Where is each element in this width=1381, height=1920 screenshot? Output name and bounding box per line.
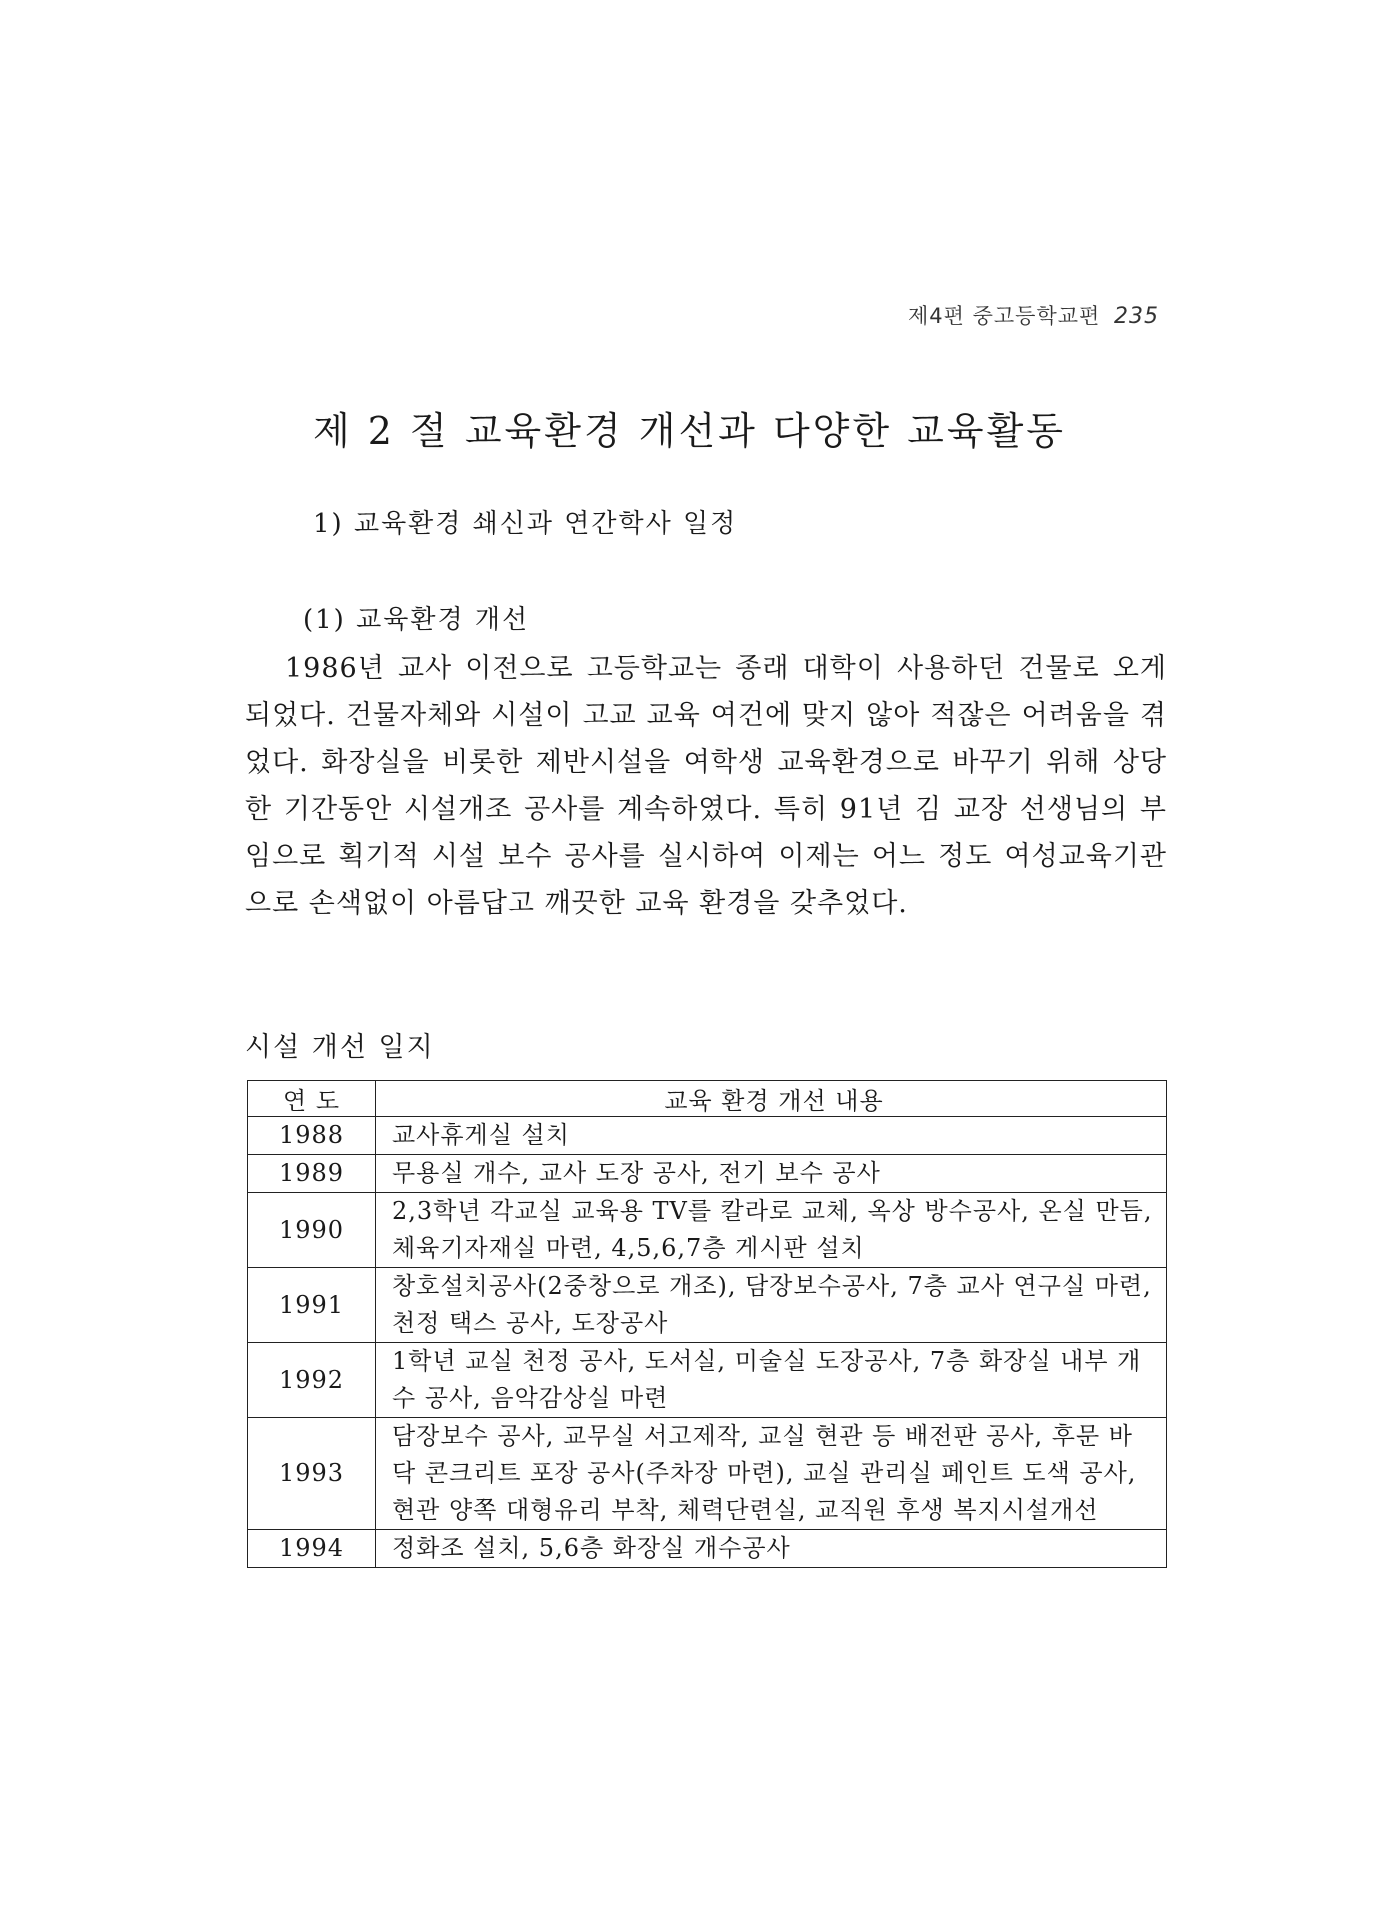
row-content: 담장보수 공사, 교무실 서고제작, 교실 현관 등 배전판 공사, 후문 바닥 콘크리트 포장 공사(주차장 마련), 교실 관리실 페인트 도색 공사, 현관 양쪽 대형유리 부착, 체력단련실, 교직원 후생 복지시설개선 (376, 1418, 1167, 1530)
row-year: 1993 (248, 1418, 376, 1530)
page-header (908, 300, 1159, 330)
row-year: 1991 (248, 1268, 376, 1343)
table-caption: 시설 개선 일지 (245, 1032, 435, 1063)
table-header-row (248, 1081, 1167, 1117)
table-row (248, 1117, 1167, 1155)
table-row (248, 1530, 1167, 1568)
page-number: 235 (1114, 304, 1159, 329)
row-year: 1990 (248, 1193, 376, 1268)
sub-sub-heading: (1) 교육환경 개선 (303, 605, 530, 635)
part-label: 제4편 중고등학교편 (907, 304, 1101, 328)
sub-heading: 1) 교육환경 쇄신과 연간학사 일정 (313, 509, 738, 539)
row-content: 무용실 개수, 교사 도장 공사, 전기 보수 공사 (376, 1155, 1167, 1193)
table-row (248, 1193, 1167, 1268)
header-year: 연 도 (248, 1081, 376, 1117)
facility-improvement-table (247, 1080, 1167, 1568)
table-row (248, 1268, 1167, 1343)
row-content: 2,3학년 각교실 교육용 TV를 칼라로 교체, 옥상 방수공사, 온실 만듬, 체육기자재실 마련, 4,5,6,7층 게시판 설치 (376, 1193, 1167, 1268)
row-content: 정화조 설치, 5,6층 화장실 개수공사 (376, 1530, 1167, 1568)
row-content: 창호설치공사(2중창으로 개조), 담장보수공사, 7층 교사 연구실 마련, 천정 택스 공사, 도장공사 (376, 1268, 1167, 1343)
header-content: 교육 환경 개선 내용 (376, 1081, 1167, 1117)
body-paragraph: 1986년 교사 이전으로 고등학교는 종래 대학이 사용하던 건물로 오게 되었다. 건물자체와 시설이 고교 교육 여건에 맞지 않아 적잖은 어려움을 겪었다. 화장실을 비롯한 제반시설을 여학생 교육환경으로 바꾸기 위해 상당한 기간동안 시설개조 공사를 계속하였다. 특히 91년 김 교장 선생님의 부임으로 획기적 시설 보수 공사를 실시하여 이제는 어느 정도 여성교육기관으로 손색없이 아름답고 깨끗한 교육 환경을 갖추었다. (245, 653, 1167, 919)
table-row (248, 1418, 1167, 1530)
row-year: 1994 (248, 1530, 376, 1568)
row-content: 교사휴게실 설치 (376, 1117, 1167, 1155)
table-row (248, 1155, 1167, 1193)
row-year: 1992 (248, 1343, 376, 1418)
section-title: 제 2 절 교육환경 개선과 다양한 교육활동 (313, 409, 1066, 453)
row-year: 1988 (248, 1117, 376, 1155)
row-year: 1989 (248, 1155, 376, 1193)
row-content: 1학년 교실 천정 공사, 도서실, 미술실 도장공사, 7층 화장실 내부 개수 공사, 음악감상실 마련 (376, 1343, 1167, 1418)
table-row (248, 1343, 1167, 1418)
